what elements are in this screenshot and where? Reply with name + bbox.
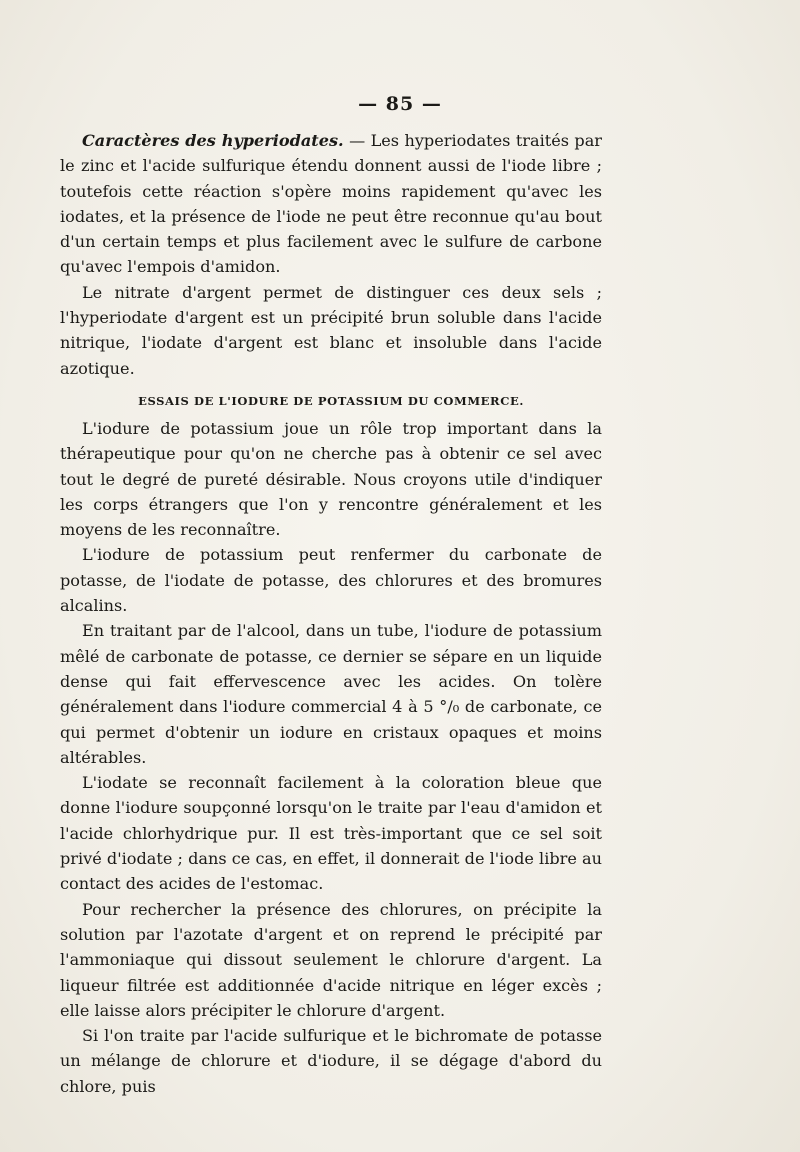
paragraph-hyperiodates [60,128,602,280]
section-paragraph: L'iodure de potassium peut renfermer du carbonate de potasse, de l'iodate de potasse, des chlorures et des bromures alcalins. [60,545,602,616]
page-number: — 85 — [358,93,442,115]
paragraph-text: — Les hyperiodates traités par le zinc et l'acide sulfurique étendu donnent aussi de l'iode libre ; toutefois cette réaction s'opère moins rapidement qu'avec les iodates, et la présence de l'iode ne peut être reconnue qu'au bout d'un certain temps et plus facilement avec le sulfure de carbone qu'avec l'empois d'amidon. [60,131,602,277]
page-body [60,128,602,1099]
section-heading: ESSAIS DE L'IODURE DE POTASSIUM DU COMMERCE. [138,393,524,408]
section-paragraph: L'iodate se reconnaît facilement à la coloration bleue que donne l'iodure soupçonné lorsqu'on le traite par l'eau d'amidon et l'acide chlorhydrique pur. Il est très-important que ce sel soit privé d'iodate ; dans ce cas, en effet, il donnerait de l'iode libre au contact des acides de l'estomac. [60,773,602,894]
section-paragraph: En traitant par de l'alcool, dans un tube, l'iodure de potassium mêlé de carbonate de potasse, ce dernier se sépare en un liquide dense qui fait effervescence avec les acides. On tolère généralement dans l'iodure commercial 4 à 5 °/₀ de carbonate, ce qui permet d'obtenir un iodure en cristaux opaques et moins altérables. [60,621,602,767]
section-paragraph: Pour rechercher la présence des chlorures, on précipite la solution par l'azotate d'argent et on reprend le précipité par l'ammoniaque qui dissout seulement le chlorure d'argent. La liqueur filtrée est additionnée d'acide nitrique en léger excès ; elle laisse alors précipiter le chlorure d'argent. [60,899,602,1020]
paragraph-lead-title: Caractères des hyperiodates. [82,131,344,150]
section-paragraph: Si l'on traite par l'acide sulfurique et le bichromate de potasse un mélange de chlorure et d'iodure, il se dégage d'abord du chlore, puis [60,1026,602,1096]
paragraph-nitrate: Le nitrate d'argent permet de distinguer ces deux sels ; l'hyperiodate d'argent est un précipité brun soluble dans l'acide nitrique, l'iodate d'argent est blanc et insoluble dans l'acide azotique. [60,282,602,378]
section-paragraph: L'iodure de potassium joue un rôle trop important dans la thérapeutique pour qu'on ne cherche pas à obtenir ce sel avec tout le degré de pureté désirable. Nous croyons utile d'indiquer les corps étrangers que l'on y rencontre généralement et les moyens de les reconnaître. [60,418,602,540]
